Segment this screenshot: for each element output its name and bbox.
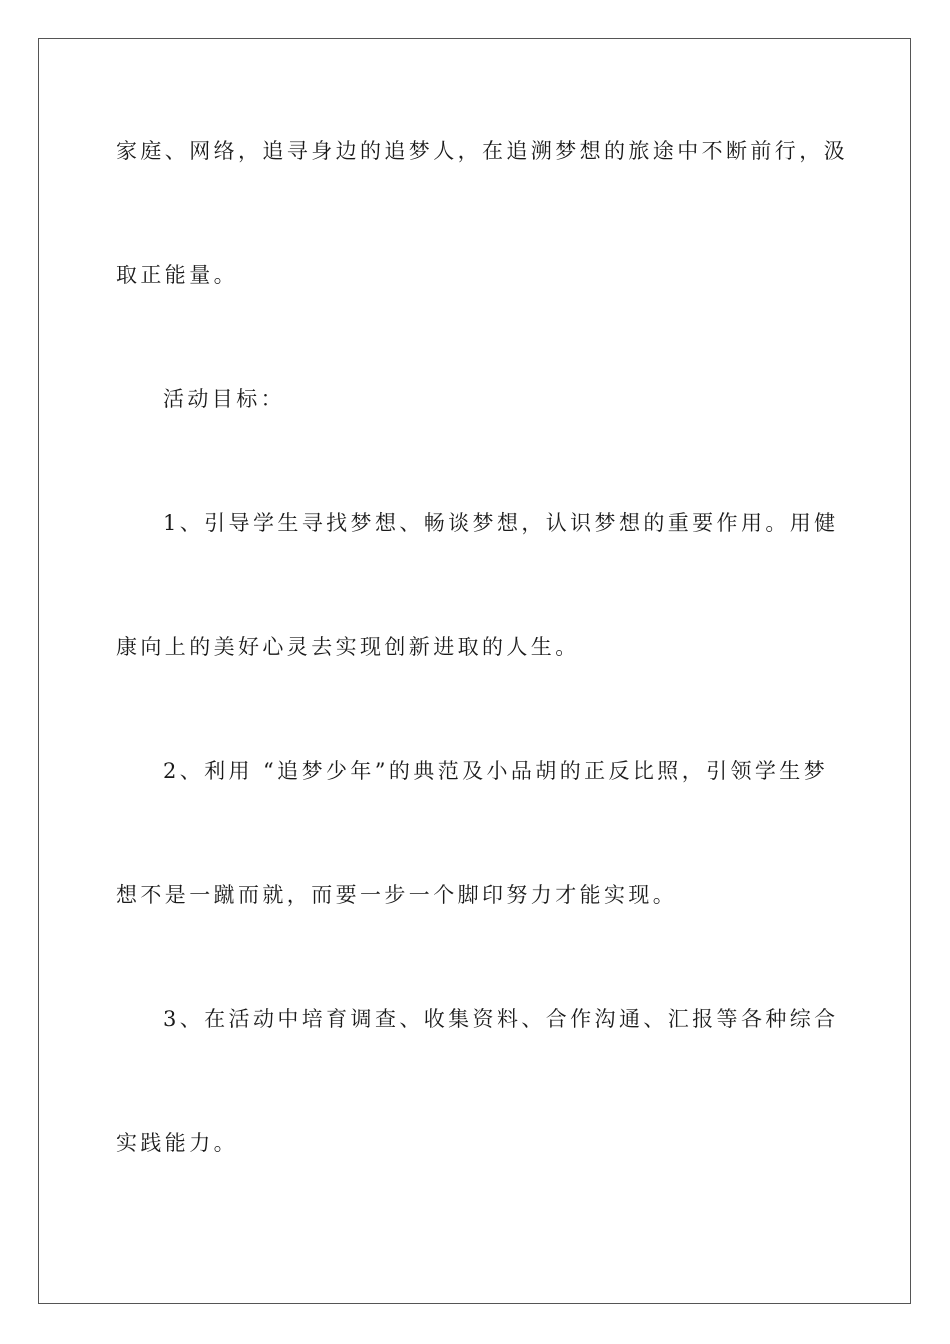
goal-2-line-2: 想不是一蹴而就，而要一步一个脚印努力才能实现。 (116, 883, 678, 907)
section-heading-goals: 活动目标： (163, 387, 285, 411)
goal-1-line-2: 康向上的美好心灵去实现创新进取的人生。 (116, 635, 580, 659)
paragraph-intro-line-1: 家庭、网络，追寻身边的追梦人，在追溯梦想的旅途中不断前行，汲 (116, 139, 848, 163)
goal-2-line-1: 2、利用 “追梦少年”的典范及小品胡的正反比照，引领学生梦 (163, 759, 829, 783)
goal-1-line-1: 1、引导学生寻找梦想、畅谈梦想，认识梦想的重要作用。用健 (163, 511, 839, 535)
page-border (38, 38, 911, 1304)
paragraph-intro-line-2: 取正能量。 (116, 263, 238, 287)
goal-3-line-2: 实践能力。 (116, 1131, 238, 1155)
goal-3-line-1: 3、在活动中培育调查、收集资料、合作沟通、汇报等各种综合 (163, 1007, 839, 1031)
